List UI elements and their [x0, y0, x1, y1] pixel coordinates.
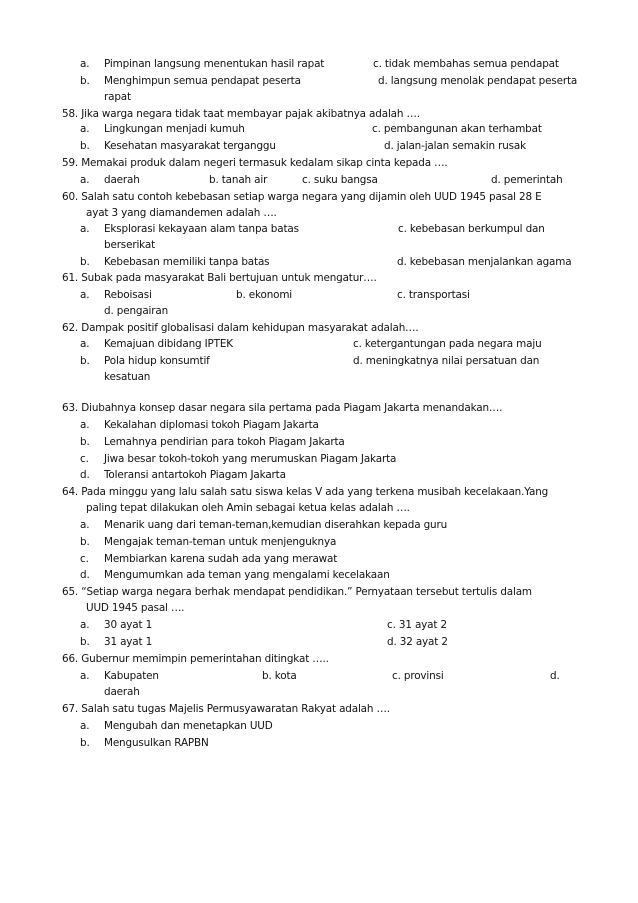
- text-segment: a.: [80, 419, 90, 431]
- text-segment: b. kota: [262, 670, 297, 682]
- text-segment: Reboisasi: [104, 289, 152, 301]
- text-segment: c. ketergantungan pada negara maju: [353, 338, 542, 350]
- text-segment: d.: [550, 670, 560, 682]
- text-segment: a.: [80, 174, 90, 186]
- text-segment: ayat 3 yang diamandemen adalah ….: [86, 207, 277, 219]
- text-segment: Jiwa besar tokoh-tokoh yang merumuskan Piagam Jakarta: [104, 453, 397, 465]
- text-segment: Lemahnya pendirian para tokoh Piagam Jakarta: [104, 436, 345, 448]
- text-segment: a.: [80, 519, 90, 531]
- text-segment: b. ekonomi: [236, 289, 293, 301]
- text-segment: b.: [80, 536, 90, 548]
- text-segment: Mengumumkan ada teman yang mengalami kecelakaan: [104, 569, 390, 581]
- text-segment: d. langsung menolak pendapat peserta: [378, 75, 578, 87]
- text-segment: 58. Jika warga negara tidak taat membayar pajak akibatnya adalah ….: [62, 108, 420, 120]
- text-segment: 63. Diubahnya konsep dasar negara sila pertama pada Piagam Jakarta menandakan….: [62, 402, 503, 414]
- text-segment: c. 31 ayat 2: [387, 619, 447, 631]
- text-segment: d. pemerintah: [491, 174, 563, 186]
- text-segment: c. pembangunan akan terhambat: [372, 123, 542, 135]
- text-segment: d.: [80, 469, 90, 481]
- text-segment: kesatuan: [104, 371, 151, 383]
- text-segment: b. tanah air: [209, 174, 268, 186]
- text-segment: 60. Salah satu contoh kebebasan setiap warga negara yang dijamin oleh UUD 1945 pasal 28 E: [62, 191, 542, 203]
- text-segment: Kesehatan masyarakat terganggu: [104, 140, 276, 152]
- text-segment: Mengusulkan RAPBN: [104, 737, 209, 749]
- text-segment: c. suku bangsa: [302, 174, 378, 186]
- text-segment: d. jalan-jalan semakin rusak: [384, 140, 526, 152]
- text-segment: Eksplorasi kekayaan alam tanpa batas: [104, 223, 299, 235]
- text-segment: daerah: [104, 174, 140, 186]
- text-segment: a.: [80, 720, 90, 732]
- text-segment: 67. Salah satu tugas Majelis Permusyawaratan Rakyat adalah ….: [62, 703, 390, 715]
- text-segment: 62. Dampak positif globalisasi dalam kehidupan masyarakat adalah….: [62, 322, 419, 334]
- text-segment: d.: [80, 569, 90, 581]
- text-segment: c. provinsi: [392, 670, 444, 682]
- text-segment: a.: [80, 289, 90, 301]
- text-segment: Pola hidup konsumtif: [104, 355, 210, 367]
- text-segment: c. transportasi: [397, 289, 470, 301]
- text-segment: c.: [80, 553, 89, 565]
- text-segment: b.: [80, 436, 90, 448]
- text-segment: d. kebebasan menjalankan agama: [397, 256, 572, 268]
- text-segment: Kabupaten: [104, 670, 159, 682]
- text-segment: a.: [80, 338, 90, 350]
- text-segment: c.: [80, 453, 89, 465]
- text-segment: Toleransi antartokoh Piagam Jakarta: [104, 469, 286, 481]
- text-segment: paling tepat dilakukan oleh Amin sebagai ketua kelas adalah ….: [86, 502, 410, 514]
- text-segment: 30 ayat 1: [104, 619, 153, 631]
- text-segment: 66. Gubernur memimpin pemerintahan ditingkat …..: [62, 653, 329, 665]
- text-segment: c. tidak membahas semua pendapat: [373, 58, 559, 70]
- text-segment: UUD 1945 pasal ….: [86, 602, 185, 614]
- text-segment: d. pengairan: [104, 305, 169, 317]
- text-segment: Membiarkan karena sudah ada yang merawat: [104, 553, 338, 565]
- text-segment: 59. Memakai produk dalam negeri termasuk kedalam sikap cinta kepada ….: [62, 157, 448, 169]
- text-segment: b.: [80, 140, 90, 152]
- text-segment: Kemajuan dibidang IPTEK: [104, 338, 233, 350]
- text-segment: 65. “Setiap warga negara berhak mendapat pendidikan.” Pernyataan tersebut tertulis dalam: [62, 586, 532, 598]
- text-segment: b.: [80, 355, 90, 367]
- text-segment: a.: [80, 123, 90, 135]
- text-segment: 31 ayat 1: [104, 636, 153, 648]
- text-segment: 64. Pada minggu yang lalu salah satu siswa kelas V ada yang terkena musibah kecelakaan.Yang: [62, 486, 549, 498]
- text-segment: b.: [80, 256, 90, 268]
- text-segment: 61. Subak pada masyarakat Bali bertujuan untuk mengatur….: [62, 272, 377, 284]
- text-segment: Menarik uang dari teman-teman,kemudian diserahkan kepada guru: [104, 519, 448, 531]
- text-segment: a.: [80, 223, 90, 235]
- text-segment: d. meningkatnya nilai persatuan dan: [353, 355, 540, 367]
- text-segment: a.: [80, 670, 90, 682]
- text-segment: daerah: [104, 686, 140, 698]
- text-segment: Pimpinan langsung menentukan hasil rapat: [104, 58, 325, 70]
- text-segment: Kekalahan diplomasi tokoh Piagam Jakarta: [104, 419, 319, 431]
- text-segment: b.: [80, 75, 90, 87]
- text-segment: b.: [80, 636, 90, 648]
- text-segment: rapat: [104, 91, 131, 103]
- text-segment: Kebebasan memiliki tanpa batas: [104, 256, 270, 268]
- text-segment: Mengubah dan menetapkan UUD: [104, 720, 273, 732]
- text-segment: c. kebebasan berkumpul dan: [398, 223, 545, 235]
- text-segment: b.: [80, 737, 90, 749]
- text-segment: Menghimpun semua pendapat peserta: [104, 75, 301, 87]
- text-segment: a.: [80, 619, 90, 631]
- text-segment: a.: [80, 58, 90, 70]
- text-segment: Mengajak teman-teman untuk menjenguknya: [104, 536, 337, 548]
- text-segment: Lingkungan menjadi kumuh: [104, 123, 245, 135]
- text-segment: d. 32 ayat 2: [387, 636, 448, 648]
- text-segment: berserikat: [104, 239, 156, 251]
